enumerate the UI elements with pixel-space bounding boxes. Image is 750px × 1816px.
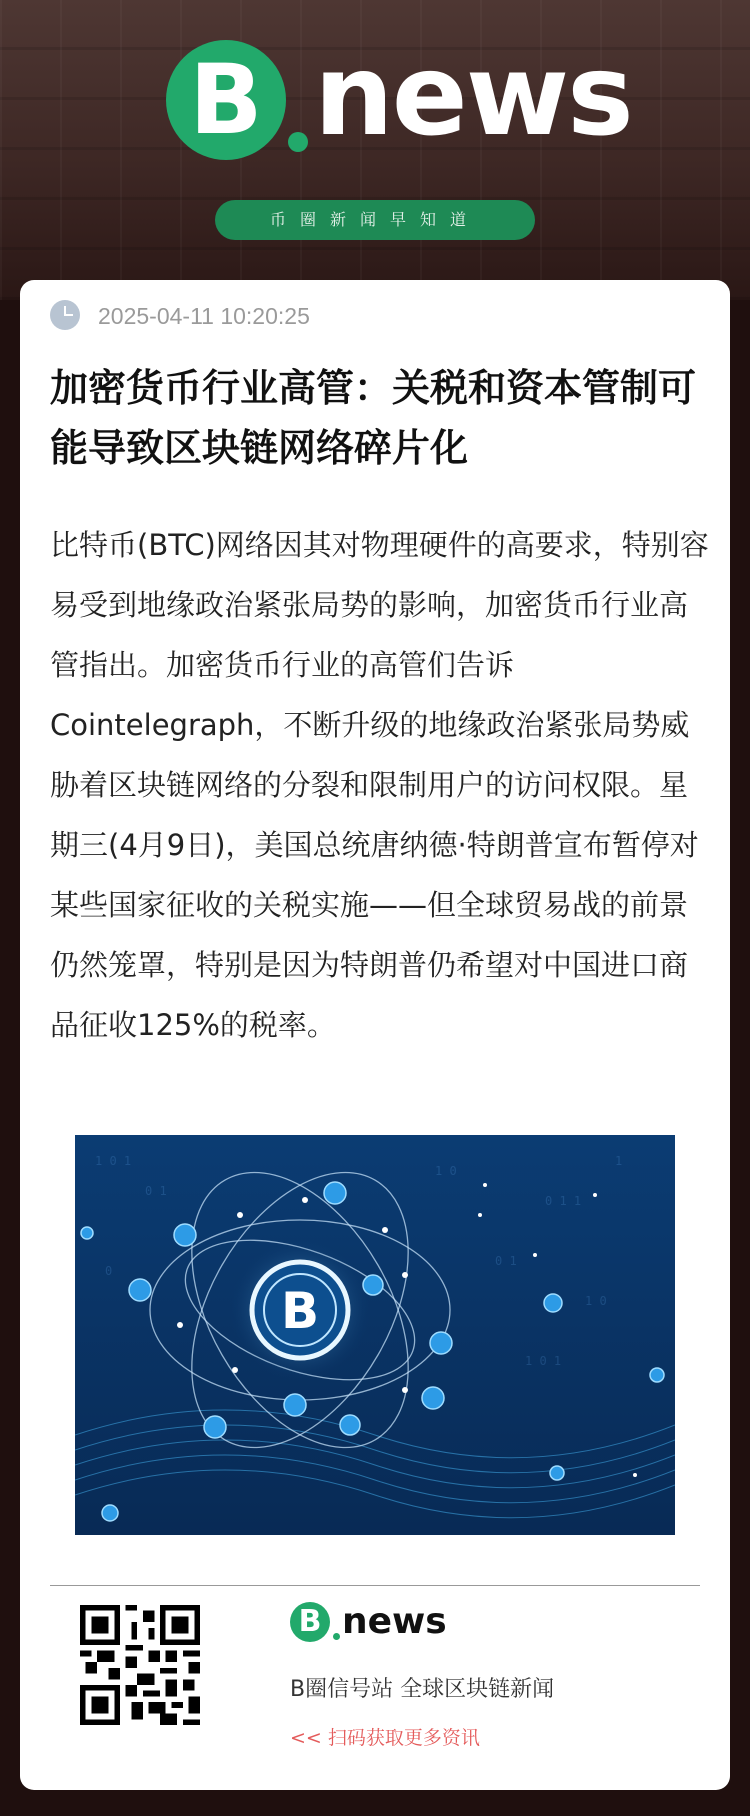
svg-text:1 0: 1 0 — [435, 1164, 457, 1178]
footer-divider — [50, 1585, 700, 1586]
svg-text:1 0 1: 1 0 1 — [95, 1154, 132, 1168]
clock-icon — [50, 300, 80, 330]
qr-code-icon[interactable] — [80, 1605, 200, 1725]
svg-text:0: 0 — [105, 1264, 113, 1278]
tagline-badge: 币圈新闻早知道 — [215, 200, 535, 240]
footer-brand-logo — [290, 1602, 490, 1652]
article-body: 比特币(BTC)网络因其对物理硬件的高要求，特别容易受到地缘政治紧张局势的影响，加密货币行业高管指出。加密货币行业的高管们告诉Cointelegraph，不断升级的地缘政治紧张局势威胁着区块链网络的分裂和限制用户的访问权限。星期三(4月9日)，美国总统唐纳德·特朗普宣布暂停对某些国家征收的关税实施——但全球贸易战的前景仍然笼罩，特别是因为特朗普仍希望对中国进口商品征收125%的税率。 — [50, 528, 709, 1042]
bitcoin-logo-icon: B — [166, 40, 286, 160]
article-title: 加密货币行业高管：关税和资本管制可能导致区块链网络碎片化 — [50, 366, 697, 470]
illustration-bitcoin-symbol: B — [280, 1282, 320, 1340]
brand-wordmark: news — [314, 31, 632, 161]
svg-text:0 1: 0 1 — [145, 1184, 167, 1198]
scan-qr-link[interactable]: << 扫码获取更多资讯 — [290, 1727, 480, 1749]
svg-text:1 0 1: 1 0 1 — [525, 1354, 562, 1368]
svg-text:0 1 1: 0 1 1 — [545, 1194, 582, 1208]
footer-brand-wordmark: news — [342, 1601, 447, 1642]
svg-text:1: 1 — [615, 1154, 623, 1168]
brand-dot — [333, 1633, 340, 1640]
header-banner — [0, 0, 750, 300]
footer-description: B圈信号站 全球区块链新闻 — [290, 1677, 555, 1702]
publish-datetime: 2025-04-11 10:20:25 — [98, 303, 310, 329]
article-card — [20, 280, 730, 1790]
bitcoin-logo-icon: B — [290, 1602, 330, 1642]
svg-text:1 0: 1 0 — [585, 1294, 607, 1308]
brand-logo — [166, 31, 632, 168]
brand-dot — [288, 132, 308, 152]
svg-text:0 1: 0 1 — [495, 1254, 517, 1268]
article-illustration — [75, 1135, 675, 1535]
